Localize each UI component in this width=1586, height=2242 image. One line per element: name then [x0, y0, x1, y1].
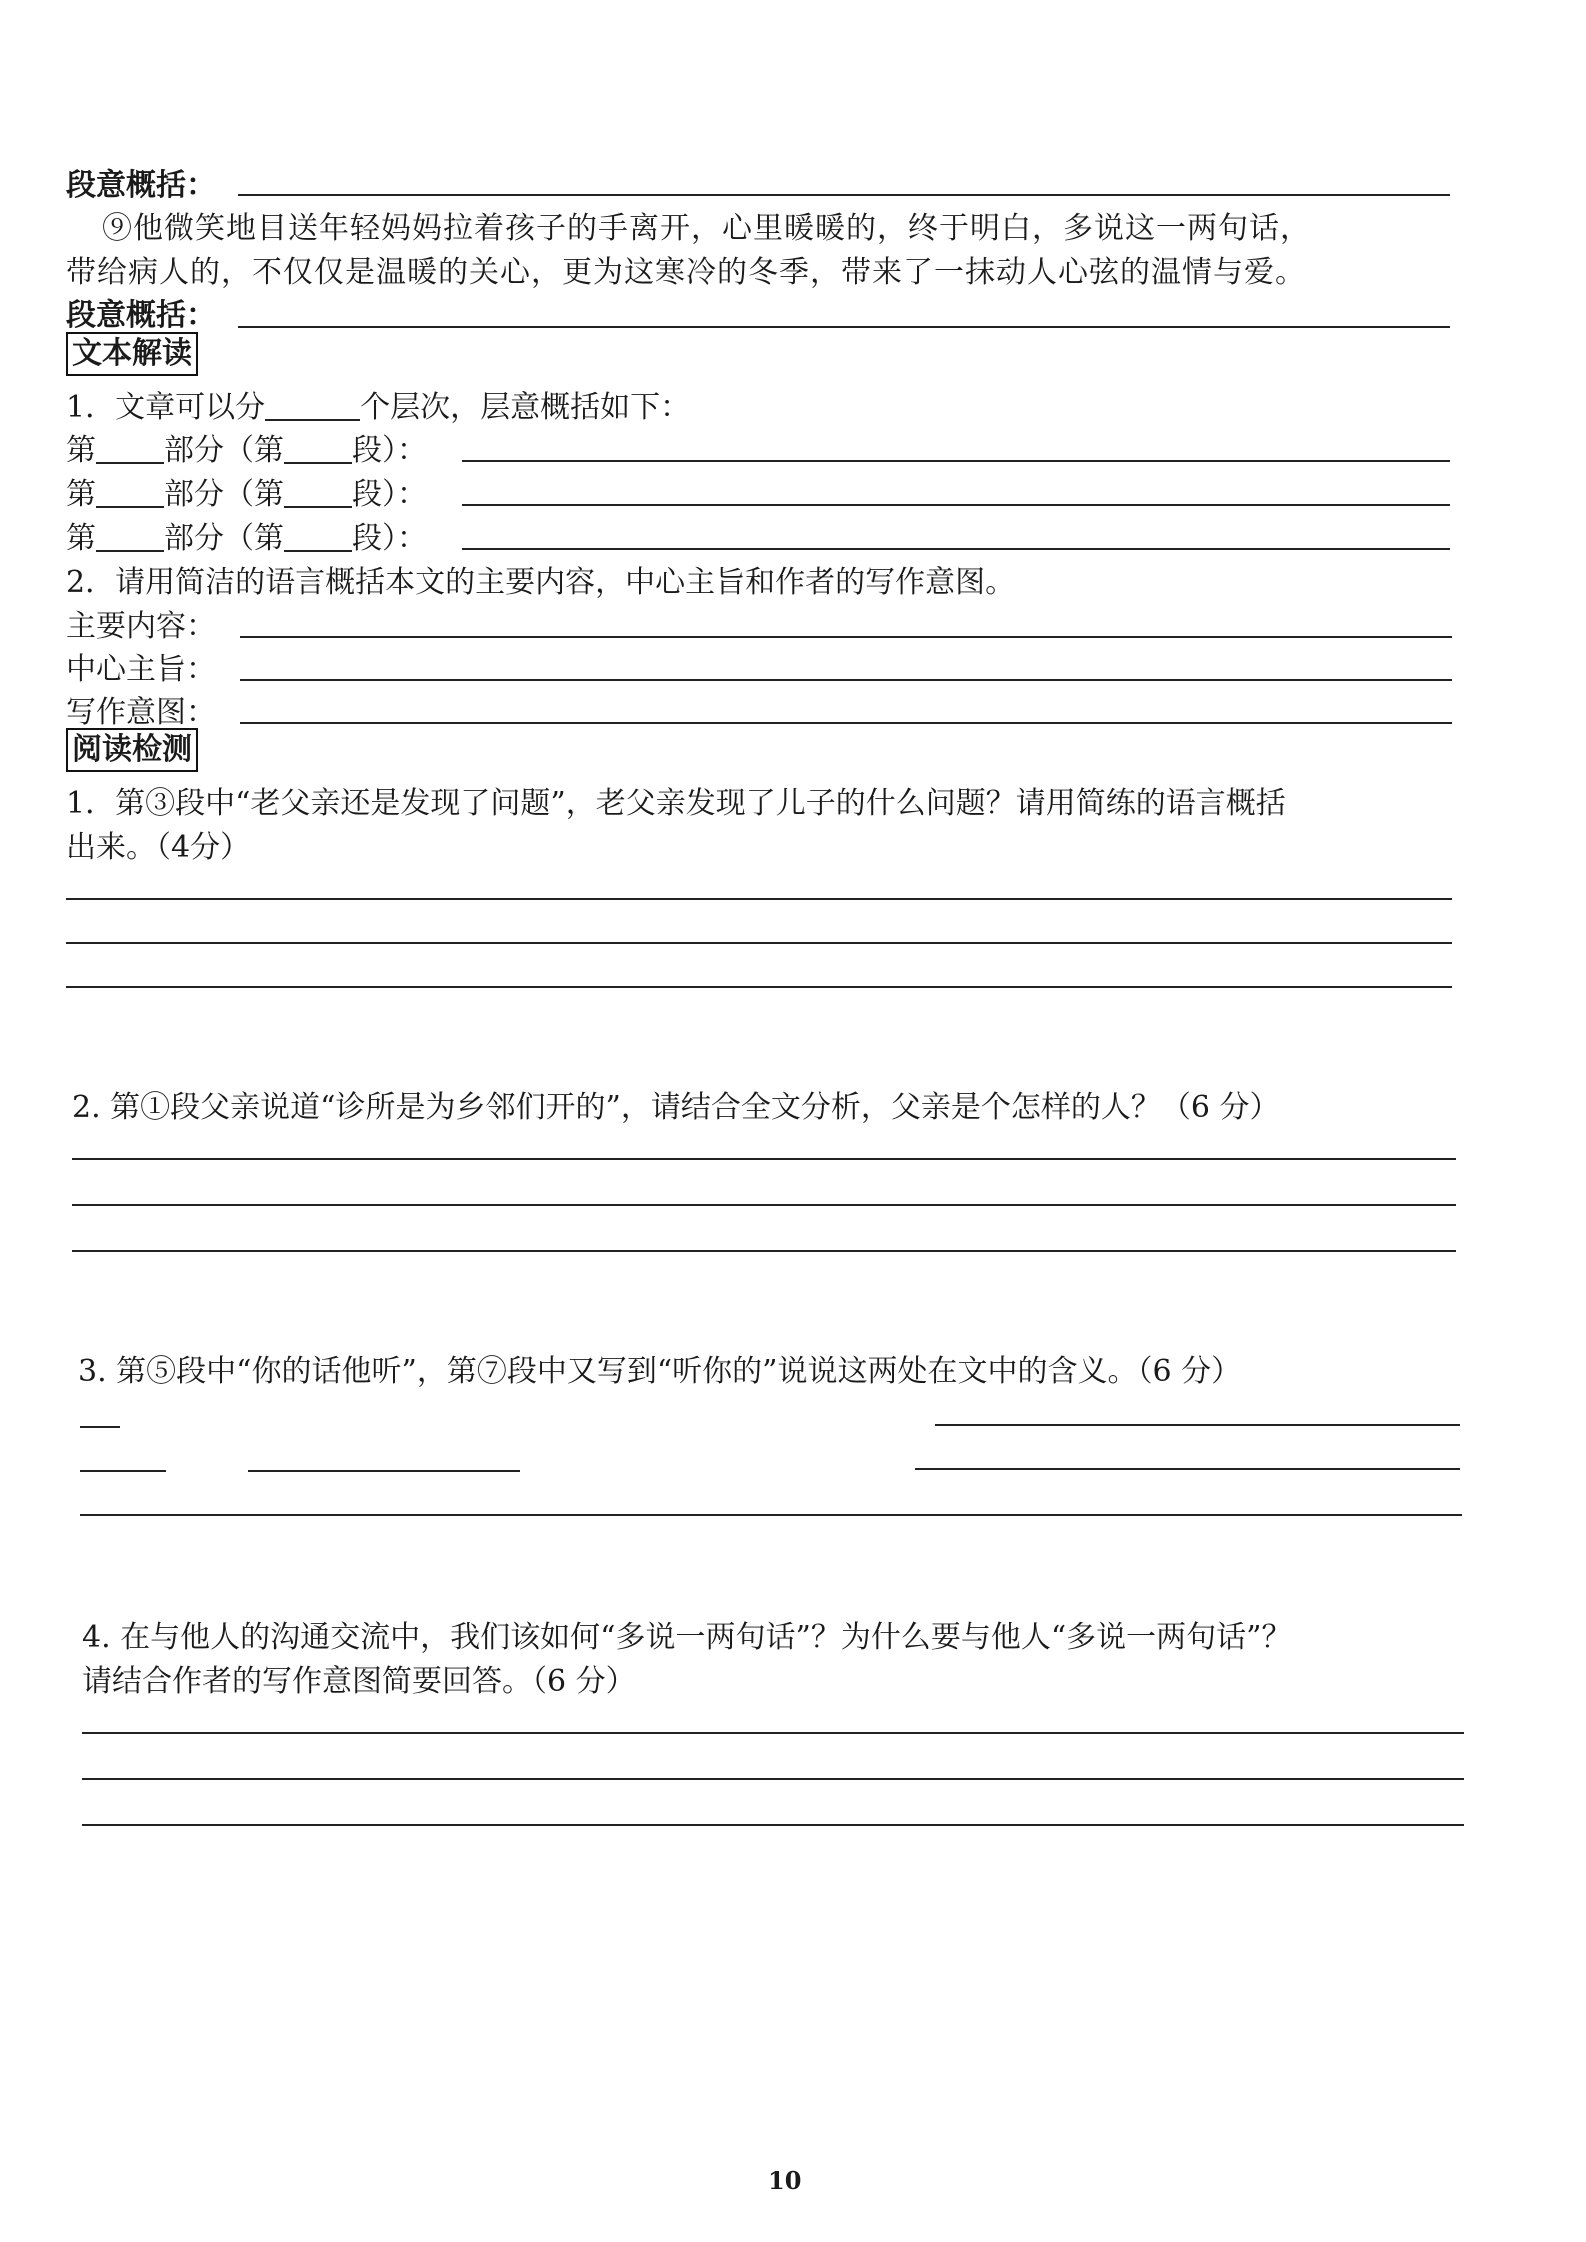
question-1-answer-line-3[interactable]	[66, 986, 1452, 988]
part-row-3-answer-line[interactable]	[462, 548, 1450, 550]
question-4-answer-line-2[interactable]	[82, 1778, 1464, 1780]
part-row-1-para-blank[interactable]	[284, 432, 352, 464]
part-row-3-c: 段）：	[352, 521, 427, 556]
question-2-answer-line-2[interactable]	[72, 1204, 1456, 1206]
layers-question-prefix: 1．文章可以分	[66, 390, 266, 425]
part-row-1-part-blank[interactable]	[96, 432, 164, 464]
question-2: 2. 第①段父亲说道“诊所是为乡邻们开的”，请结合全文分析，父亲是个怎样的人？（6 分）	[72, 1090, 1280, 1125]
part-row-2	[66, 469, 427, 513]
part-row-2-part-blank[interactable]	[96, 476, 164, 508]
main-content-line[interactable]	[240, 636, 1452, 638]
paragraph-9-line-2: 带给病人的，不仅仅是温暖的关心，更为这寒冷的冬季，带来了一抹动人心弦的温情与爱。	[66, 255, 1306, 290]
summary-answer-line-1[interactable]	[238, 194, 1450, 196]
question-4-answer-line-1[interactable]	[82, 1732, 1464, 1734]
question-2-answer-line-3[interactable]	[72, 1250, 1456, 1252]
question-4-line-1: 4. 在与他人的沟通交流中，我们该如何“多说一两句话”？为什么要与他人“多说一两句话”？	[82, 1620, 1292, 1655]
part-row-3-a: 第	[66, 521, 96, 556]
question-1-line-1: 1．第③段中“老父亲还是发现了问题”，老父亲发现了儿子的什么问题？请用简练的语言概括	[66, 786, 1286, 821]
part-row-2-b: 部分（第	[164, 477, 284, 512]
question-1-answer-line-1[interactable]	[66, 898, 1452, 900]
reading-test-heading: 阅读检测	[66, 728, 198, 772]
part-row-2-c: 段）：	[352, 477, 427, 512]
layers-count-blank[interactable]	[265, 389, 360, 421]
question-1-line-2: 出来。（4分）	[66, 830, 251, 865]
part-row-3	[66, 513, 427, 557]
part-row-3-part-blank[interactable]	[96, 520, 164, 552]
question-2-answer-line-1[interactable]	[72, 1158, 1456, 1160]
question-3-answer-line-2c[interactable]	[915, 1468, 1460, 1470]
paragraph-9-line-1: ⑨他微笑地目送年轻妈妈拉着孩子的手离开，心里暖暖的，终于明白，多说这一两句话，	[102, 211, 1311, 246]
central-theme-label: 中心主旨：	[66, 652, 216, 687]
part-row-2-para-blank[interactable]	[284, 476, 352, 508]
question-3-answer-line-2a[interactable]	[80, 1470, 166, 1472]
summary-question: 2．请用简洁的语言概括本文的主要内容，中心主旨和作者的写作意图。	[66, 565, 1016, 600]
question-3-answer-line-1b[interactable]	[935, 1424, 1460, 1426]
writing-intent-line[interactable]	[240, 722, 1452, 724]
part-row-3-para-blank[interactable]	[284, 520, 352, 552]
part-row-2-a: 第	[66, 477, 96, 512]
main-content-label: 主要内容：	[66, 609, 216, 644]
part-row-1-b: 部分（第	[164, 433, 284, 468]
question-3-answer-line-1a[interactable]	[80, 1426, 120, 1428]
question-1-answer-line-2[interactable]	[66, 942, 1452, 944]
question-4-line-2: 请结合作者的写作意图简要回答。（6 分）	[82, 1664, 636, 1699]
question-3: 3. 第⑤段中“你的话他听”，第⑦段中又写到“听你的”说说这两处在文中的含义。（6 分）	[78, 1354, 1242, 1389]
summary-answer-line-2[interactable]	[238, 326, 1450, 328]
layers-question-suffix: 个层次，层意概括如下：	[360, 390, 691, 425]
summary-label-2: 段意概括：	[66, 298, 216, 333]
part-row-1	[66, 425, 427, 469]
part-row-3-b: 部分（第	[164, 521, 284, 556]
central-theme-line[interactable]	[240, 679, 1452, 681]
part-row-1-answer-line[interactable]	[462, 460, 1450, 462]
text-reading-heading: 文本解读	[66, 332, 198, 376]
question-3-answer-line-3[interactable]	[80, 1514, 1462, 1516]
part-row-2-answer-line[interactable]	[462, 504, 1450, 506]
page-number: 10	[768, 2166, 802, 2195]
part-row-1-a: 第	[66, 433, 96, 468]
question-3-answer-line-2b[interactable]	[248, 1470, 520, 1472]
part-row-1-c: 段）：	[352, 433, 427, 468]
writing-intent-label: 写作意图：	[66, 695, 216, 730]
summary-label-1: 段意概括：	[66, 168, 216, 203]
question-4-answer-line-3[interactable]	[82, 1824, 1464, 1826]
layers-question	[66, 382, 690, 426]
